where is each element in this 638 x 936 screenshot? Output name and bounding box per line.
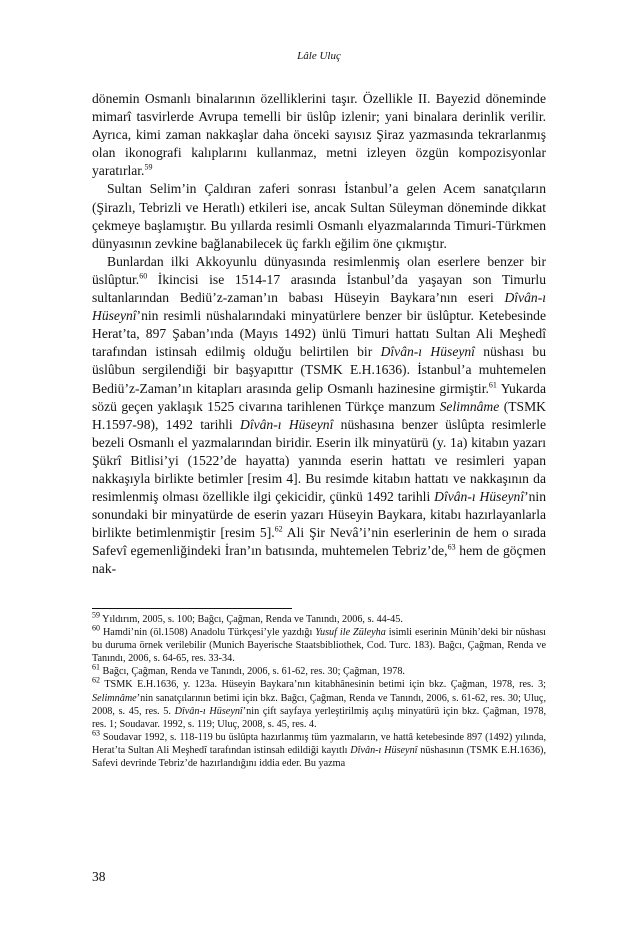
- footnote-number: 59: [92, 610, 100, 620]
- title-italic: Dîvân-ı Hüseynî: [240, 416, 334, 432]
- footnote-text: isimli eserinin Münih’deki bir nüshası bu duruma örnek verilebilir (Munich Bayerische Staatsbibliothek, Cod. Turc. 183). Bağcı, Çağman, Renda ve Tanındı, 2006, s. 64-65, res. 33-34.: [92, 627, 547, 665]
- title-italic: Dîvân-ı Hüseynî: [350, 744, 418, 756]
- title-italic: Dîvân-ı Hüseynî: [380, 344, 475, 360]
- footnote-text: Hamdi’nin (öl.1508) Anadolu Türkçesi’yle yazdığı: [102, 627, 316, 639]
- text-run: Sultan Selim’in Çaldıran zaferi sonrası İstanbul’a gelen Acem sanatçıların (Şirazlı, Tebrizli ve Heratlı) etkileri ise, ancak Sultan Süleyman döneminde dikkat çekmeye başlamıştır. Bu yıllarda resimli Osmanlı elyazmalarında Timuri-Türkmen dünyasının zevkine bağlanabilecek üç farklı eğilim öne çıkmıştır.: [92, 181, 546, 251]
- footnote-text: Yıldırım, 2005, s. 100; Bağcı, Çağman, Renda ve Tanındı, 2006, s. 44-45.: [102, 614, 403, 625]
- text-run: Yukarda sözü geçen yaklaşık 1525 civarına tarihlenen Türkçe manzum: [92, 380, 546, 414]
- text-run: Ali Şir Nevâ’i’nin eserlerinin de hem o sırada Safevî egemenliğindeki İran’ın batısında, muhtemelen Tebriz’de,: [92, 525, 546, 559]
- text-run: dönemin Osmanlı binalarının özelliklerini taşır. Özellikle II. Bayezid döneminde mimarî tasvirlerde Avrupa temelli bir üslûp izlenir; yani binalara derinlik verilir. Ayrıca, kimi zaman nakkaşlar daha önceki sayısız Şiraz yazmasında tekrarlanmış olan ikonografi kalıplarını kullanmaz, metni izleyen özgün kompozisyonlar yaratırlar.: [92, 91, 546, 179]
- footnote-text: nüshasının (TSMK E.H.1636), Safevi devrinde Tebriz’de hazırlandığını iddia eder. Bu yazma: [92, 744, 546, 770]
- text-run: Bunlardan ilki Akkoyunlu dünyasında resimlenmiş olan eserlere benzer bir üslûptur.: [92, 253, 546, 287]
- footnote-63: [92, 728, 546, 770]
- text-run: (TSMK H.1597-98), 1492 tarihli: [92, 398, 546, 432]
- footnote-60: [92, 623, 547, 665]
- text-run: ’nin sonundaki bir minyatürde de eserin yazarı Hüseyin Baykara, kitabı hazırlayanlarla birlikte betimlenmiştir [resim 5].: [92, 489, 547, 541]
- text-run: ’nin resimli nüshalarındaki minyatürlere benzer bir üslûptur. Ketebesinde Herat’ta, 897 Şaban’ında (Mayıs 1492) ünlü Timuri hattatı Sultan Ali Meşhedî tarafından istinsah edilmiş olduğu belirtilen bir: [92, 308, 546, 360]
- footnote-text: ’nin sanatçılarının betimi için bkz. Bağcı, Çağman, Renda ve Tanındı, 2006, s. 61-62, res. 30; Uluç, 2008, s. 45, res. 5.: [92, 692, 546, 717]
- footnote-number: 63: [92, 728, 100, 738]
- footnote-text: Bağcı, Çağman, Renda ve Tanındı, 2006, s. 61-62, res. 30; Çağman, 1978.: [102, 666, 405, 678]
- paragraph: [92, 90, 546, 180]
- footnote-61: [92, 662, 546, 678]
- footnote-number: 61: [92, 662, 100, 672]
- title-italic: Selimnâme: [92, 692, 137, 704]
- footnote-ref[interactable]: 59: [144, 162, 153, 172]
- text-run: İkincisi ise 1514-17 arasında İstanbul’da yaşayan son Timurlu sultanlarından Bediü’z-zaman’ın babası Hüseyin Baykara’nın eseri: [92, 271, 546, 306]
- footnotes: [92, 610, 547, 770]
- title-italic: Dîvân-ı Hüseynî: [434, 489, 525, 505]
- text-run: nüshası bu üslûbun sergilendiği bir başyapıttır (TSMK E.H.1636). İstanbul’a muhtemelen Bediü’z-Zaman’ın kitapları arasında gelip Osmanlı hazinesine girmiştir.: [92, 344, 546, 396]
- footnote-text: ’nin çift sayfaya yerleştirilmiş açılış minyatürü için bkz. Çağman, 1978, res. 1; Soudavar. 1992, s. 119; Uluç, 2008, s. 45, res. 4.: [92, 705, 546, 730]
- body-text: [92, 90, 546, 579]
- title-italic: Yusuf ile Züleyha: [315, 627, 386, 639]
- running-header: [0, 50, 638, 62]
- footnote-number: 62: [92, 676, 100, 686]
- title-italic: Dîvân-ı Hüseynî: [92, 290, 546, 324]
- footnote-number: 60: [92, 623, 100, 633]
- footnote-ref[interactable]: 60: [139, 271, 148, 281]
- header-author: Lâle Uluç: [297, 50, 341, 62]
- paragraph: [92, 253, 546, 579]
- title-italic: Selimnâme: [439, 398, 500, 414]
- footnote-text: Soudavar 1992, s. 118-119 bu üslûpta hazırlanmış tüm yazmaların, ve hattâ ketebesinde 897 (1492) yılında, Herat’ta Sultan Ali Meşhedî tarafından istinsah edildiği kayıtlı: [92, 731, 546, 756]
- page-number: 38: [92, 869, 106, 884]
- text-run: nüshasına benzer üslûpta resimlerle bezeli Osmanlı el yazmalarından biridir. Eserin ilk minyatürü (y. 1a) kitabın yazarı Şükrî Bitlisi’yi (1522’de hayatta) yanında eserin hattatı ve resimleri yapan nakkaşıyla birlikte betimler [resim 4]. Bu resimde kitabın hattatı ve nakkaşının da resimlenmiş olması özellikle ilgi çekicidir, çünkü 1492 tarihli: [92, 416, 547, 505]
- footnote-59: [92, 610, 546, 626]
- footnote-text: TSMK E.H.1636, y. 123a. Hüseyin Baykara’nın kitabhânesinin betimi için bkz. Çağman, 1978, res. 3;: [104, 679, 546, 691]
- footnote-62: [92, 678, 546, 730]
- title-italic: Dîvân-ı Hüseynî: [174, 705, 243, 717]
- footnote-ref[interactable]: 63: [447, 542, 456, 552]
- paragraph: [92, 180, 546, 252]
- footnote-ref[interactable]: 61: [488, 379, 497, 389]
- footnote-divider: [92, 608, 292, 609]
- text-run: hem de göçmen nak-: [92, 543, 546, 577]
- footnote-ref[interactable]: 62: [274, 524, 283, 534]
